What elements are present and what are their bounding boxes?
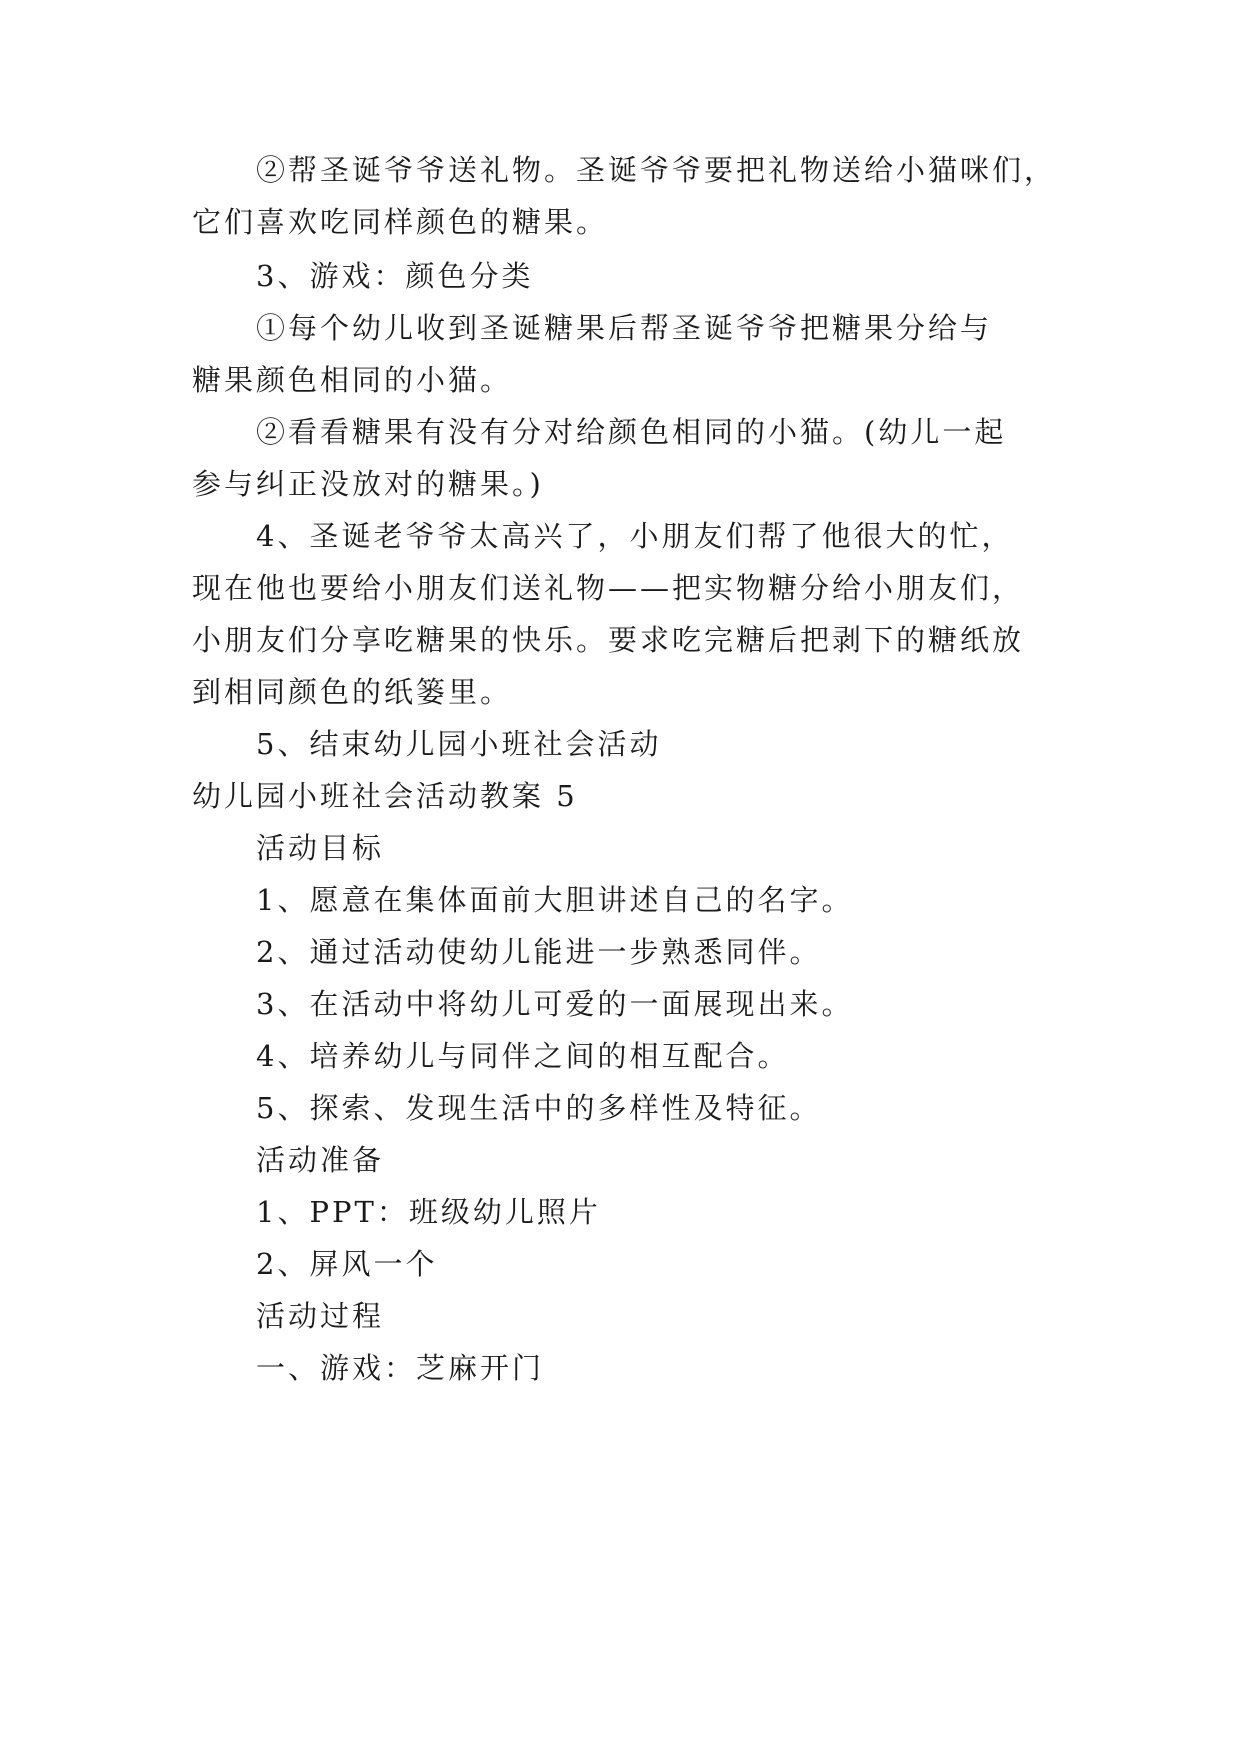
list-item: 5、探索、发现生活中的多样性及特征。 xyxy=(256,1091,822,1125)
paragraph-line: 5、结束幼儿园小班社会活动 xyxy=(256,727,662,761)
list-item: 3、在活动中将幼儿可爱的一面展现出来。 xyxy=(256,987,854,1021)
paragraph-line: 4、圣诞老爷爷太高兴了，小朋友们帮了他很大的忙， xyxy=(256,519,1014,553)
list-item: 1、愿意在集体面前大胆讲述自己的名字。 xyxy=(256,883,854,917)
paragraph-line: 到相同颜色的纸篓里。 xyxy=(192,675,513,709)
paragraph-line: 参与纠正没放对的糖果。) xyxy=(192,467,544,501)
list-item: 2、通过活动使幼儿能进一步熟悉同伴。 xyxy=(256,935,822,969)
paragraph-line: ①每个幼儿收到圣诞糖果后帮圣诞爷爷把糖果分给与 xyxy=(256,311,993,345)
list-item: 4、培养幼儿与同伴之间的相互配合。 xyxy=(256,1039,790,1073)
paragraph-line: 现在他也要给小朋友们送礼物——把实物糖分给小朋友们， xyxy=(192,571,1025,605)
subheading: 活动准备 xyxy=(256,1143,385,1177)
subheading: 活动目标 xyxy=(256,831,385,865)
list-item: 1、PPT：班级幼儿照片 xyxy=(256,1195,601,1229)
paragraph-line: 糖果颜色相同的小猫。 xyxy=(192,363,513,397)
paragraph-line: 小朋友们分享吃糖果的快乐。要求吃完糖后把剥下的糖纸放 xyxy=(192,623,1025,657)
list-item: 一、游戏：芝麻开门 xyxy=(256,1351,545,1385)
paragraph-line: ②帮圣诞爷爷送礼物。圣诞爷爷要把礼物送给小猫咪们， xyxy=(256,153,1057,187)
subheading: 活动过程 xyxy=(256,1299,385,1333)
paragraph-line: ②看看糖果有没有分对给颜色相同的小猫。(幼儿一起 xyxy=(256,415,1007,449)
list-item: 2、屏风一个 xyxy=(256,1247,438,1281)
paragraph-line: 它们喜欢吃同样颜色的糖果。 xyxy=(192,205,609,239)
section-heading: 幼儿园小班社会活动教案 5 xyxy=(192,779,578,813)
paragraph-line: 3、游戏：颜色分类 xyxy=(256,259,534,293)
